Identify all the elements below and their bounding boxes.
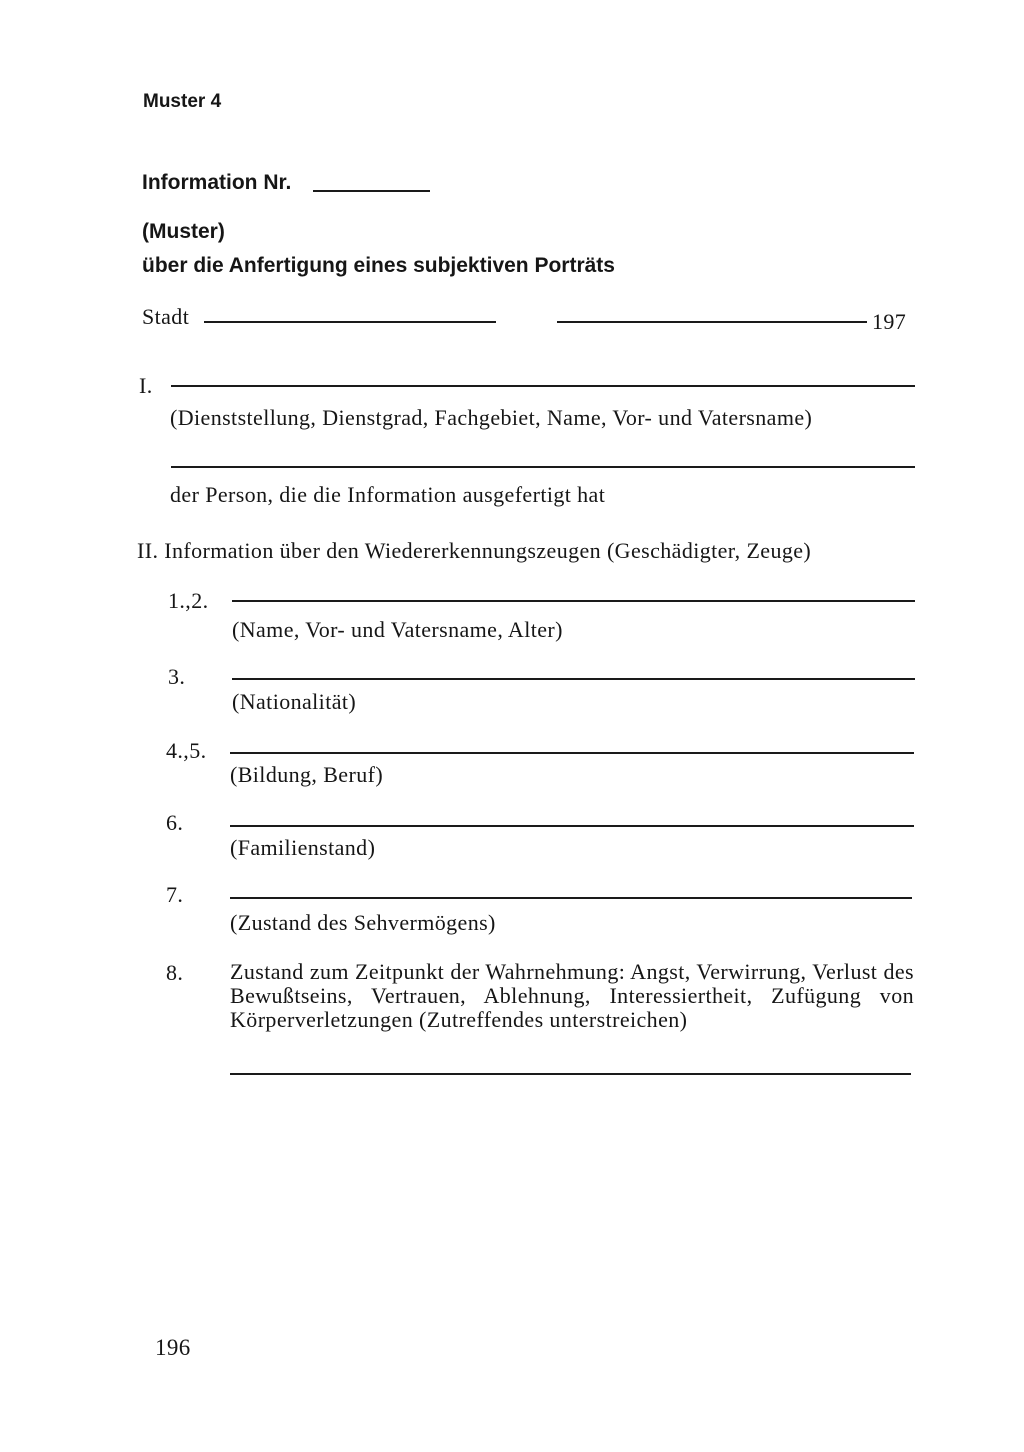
author-field[interactable] bbox=[171, 385, 915, 387]
stadt-field[interactable] bbox=[204, 321, 496, 323]
marital-status-field[interactable] bbox=[230, 825, 914, 827]
year-prefix: 197 bbox=[872, 309, 907, 334]
education-job-caption: (Bildung, Beruf) bbox=[230, 762, 384, 787]
item-number: 4.,5. bbox=[166, 738, 207, 763]
author-field-2[interactable] bbox=[171, 466, 915, 468]
marital-status-caption: (Familienstand) bbox=[230, 835, 376, 860]
nationality-field[interactable] bbox=[232, 678, 915, 680]
section-1-numeral: I. bbox=[139, 373, 153, 398]
form-label: Muster 4 bbox=[143, 91, 222, 112]
item-number: 6. bbox=[166, 810, 184, 835]
stadt-label: Stadt bbox=[142, 304, 190, 329]
perception-state-text: Zustand zum Zeitpunkt der Wahrnehmung: Angst, Verwirrung, Verlust des Bewußtseins, Vertrauen, Ablehnung, Interessiertheit, Zufügung von Körperverletzungen (Zutreffendes unterstreichen) bbox=[230, 959, 914, 1032]
item-number: 7. bbox=[166, 882, 184, 907]
nationality-caption: (Nationalität) bbox=[232, 689, 357, 714]
education-job-field[interactable] bbox=[230, 752, 914, 754]
document-title: über die Anfertigung eines subjektiven Porträts bbox=[142, 254, 615, 277]
date-field[interactable] bbox=[557, 321, 867, 323]
subtitle-muster: (Muster) bbox=[142, 220, 225, 243]
name-age-field[interactable] bbox=[232, 600, 915, 602]
section-2-heading: II. Information über den Wiedererkennungszeugen (Geschädigter, Zeuge) bbox=[137, 538, 812, 563]
author-field-caption: (Dienststellung, Dienstgrad, Fachgebiet, Name, Vor- und Vatersname) bbox=[170, 405, 813, 430]
info-number-label: Information Nr. bbox=[142, 171, 292, 194]
page-number: 196 bbox=[155, 1335, 191, 1360]
info-number-field[interactable] bbox=[313, 190, 430, 192]
eyesight-caption: (Zustand des Sehvermögens) bbox=[230, 910, 496, 935]
item-number: 8. bbox=[166, 960, 184, 985]
eyesight-field[interactable] bbox=[230, 897, 912, 899]
item-number: 3. bbox=[168, 664, 186, 689]
name-age-caption: (Name, Vor- und Vatersname, Alter) bbox=[232, 617, 563, 642]
author-field-2-caption: der Person, die die Information ausgefertigt hat bbox=[170, 482, 606, 507]
item-number: 1.,2. bbox=[168, 588, 209, 613]
perception-state-field[interactable] bbox=[230, 1073, 911, 1075]
